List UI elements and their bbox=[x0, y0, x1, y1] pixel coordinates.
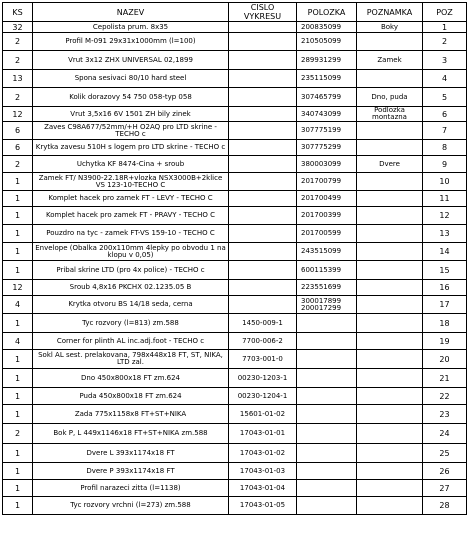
cell-nazev: Dno 450x800x18 FT zm.624 bbox=[33, 369, 229, 388]
table-row bbox=[3, 350, 467, 369]
cell-poz: 12 bbox=[423, 207, 467, 225]
cell-poznamka: Dno, puda bbox=[357, 88, 423, 107]
cell-cislo-vykresu bbox=[229, 70, 297, 88]
header-polozka: POLOZKA bbox=[297, 3, 357, 22]
cell-poz: 25 bbox=[423, 444, 467, 463]
cell-ks: 12 bbox=[3, 107, 33, 122]
cell-poz: 19 bbox=[423, 333, 467, 350]
cell-nazev: Spona sesivaci 80/10 hard steel bbox=[33, 70, 229, 88]
table-row bbox=[3, 314, 467, 333]
table-row bbox=[3, 51, 467, 70]
cell-poz: 21 bbox=[423, 369, 467, 388]
cell-nazev: Uchytka KF 8474-Cina + sroub bbox=[33, 156, 229, 173]
cell-nazev: Envelope (Obalka 200x110mm 4lepky po obvodu 1 na klopu v 0,05) bbox=[33, 243, 229, 261]
cell-poznamka bbox=[357, 369, 423, 388]
cell-ks: 1 bbox=[3, 444, 33, 463]
cell-cislo-vykresu: 17043-01-02 bbox=[229, 444, 297, 463]
cell-poz: 8 bbox=[423, 140, 467, 156]
cell-cislo-vykresu: 17043-01-03 bbox=[229, 463, 297, 480]
table-row bbox=[3, 388, 467, 405]
table-row bbox=[3, 280, 467, 296]
cell-cislo-vykresu: 17043-01-05 bbox=[229, 497, 297, 515]
cell-nazev: Kolik dorazovy 54 750 058-typ 058 bbox=[33, 88, 229, 107]
cell-poznamka bbox=[357, 350, 423, 369]
cell-poznamka bbox=[357, 70, 423, 88]
cell-ks: 1 bbox=[3, 497, 33, 515]
cell-poznamka: Dvere bbox=[357, 156, 423, 173]
cell-poz: 23 bbox=[423, 405, 467, 424]
cell-cislo-vykresu bbox=[229, 156, 297, 173]
cell-polozka: 201700799 bbox=[297, 173, 357, 191]
cell-poznamka bbox=[357, 173, 423, 191]
cell-polozka: 210505099 bbox=[297, 33, 357, 51]
cell-ks: 4 bbox=[3, 333, 33, 350]
cell-ks: 2 bbox=[3, 156, 33, 173]
cell-nazev: Zamek FT/ N3900-22.18R+vlozka NSX3000B+2klice VS 123-10-TECHO C bbox=[33, 173, 229, 191]
table-row bbox=[3, 70, 467, 88]
cell-poznamka bbox=[357, 296, 423, 314]
cell-poz: 15 bbox=[423, 261, 467, 280]
cell-polozka: 380003099 bbox=[297, 156, 357, 173]
cell-ks: 2 bbox=[3, 88, 33, 107]
cell-poz: 27 bbox=[423, 480, 467, 497]
cell-poznamka bbox=[357, 424, 423, 444]
cell-ks: 1 bbox=[3, 261, 33, 280]
cell-ks: 1 bbox=[3, 405, 33, 424]
table-row bbox=[3, 191, 467, 207]
cell-nazev: Profil narazeci zitta (l=1138) bbox=[33, 480, 229, 497]
cell-polozka bbox=[297, 333, 357, 350]
cell-poz: 13 bbox=[423, 225, 467, 243]
cell-polozka bbox=[297, 480, 357, 497]
cell-poznamka bbox=[357, 191, 423, 207]
cell-polozka: 201700599 bbox=[297, 225, 357, 243]
cell-nazev: Bok P, L 449x1146x18 FT+ST+NIKA zm.588 bbox=[33, 424, 229, 444]
cell-poznamka bbox=[357, 225, 423, 243]
bill-of-materials-table bbox=[2, 2, 467, 515]
cell-poz: 3 bbox=[423, 51, 467, 70]
cell-poz: 10 bbox=[423, 173, 467, 191]
table-row bbox=[3, 444, 467, 463]
cell-nazev: Pouzdro na tyc - zamek FT-VS 159-10 - TECHO C bbox=[33, 225, 229, 243]
table-row bbox=[3, 243, 467, 261]
cell-poznamka bbox=[357, 314, 423, 333]
cell-ks: 4 bbox=[3, 296, 33, 314]
header-poznamka: POZNAMKA bbox=[357, 3, 423, 22]
cell-ks: 1 bbox=[3, 191, 33, 207]
table-row bbox=[3, 296, 467, 314]
cell-cislo-vykresu: 00230-1203-1 bbox=[229, 369, 297, 388]
cell-poznamka bbox=[357, 122, 423, 140]
cell-nazev: Komplet hacek pro zamek FT - LEVY - TECHO C bbox=[33, 191, 229, 207]
cell-polozka bbox=[297, 497, 357, 515]
cell-poznamka bbox=[357, 280, 423, 296]
cell-nazev: Pribal skrine LTD (pro 4x police) - TECHO c bbox=[33, 261, 229, 280]
cell-polozka bbox=[297, 405, 357, 424]
cell-ks: 1 bbox=[3, 350, 33, 369]
table-body bbox=[3, 22, 467, 515]
cell-nazev: Komplet hacek pro zamek FT - PRAVY - TECHO C bbox=[33, 207, 229, 225]
cell-poz: 28 bbox=[423, 497, 467, 515]
cell-nazev: Krytka otvoru BS 14/18 seda, cerna bbox=[33, 296, 229, 314]
cell-poz: 2 bbox=[423, 33, 467, 51]
header-ks: KS bbox=[3, 3, 33, 22]
cell-cislo-vykresu bbox=[229, 225, 297, 243]
cell-nazev: Dvere L 393x1174x18 FT bbox=[33, 444, 229, 463]
table-row bbox=[3, 261, 467, 280]
cell-nazev: Dvere P 393x1174x18 FT bbox=[33, 463, 229, 480]
cell-polozka: 307465799 bbox=[297, 88, 357, 107]
cell-poz: 9 bbox=[423, 156, 467, 173]
cell-ks: 1 bbox=[3, 225, 33, 243]
cell-polozka: 201700399 bbox=[297, 207, 357, 225]
cell-ks: 32 bbox=[3, 22, 33, 33]
cell-cislo-vykresu bbox=[229, 191, 297, 207]
table-row bbox=[3, 207, 467, 225]
cell-poznamka bbox=[357, 480, 423, 497]
cell-nazev: Sokl AL sest. prelakovana, 798x448x18 FT, ST, NIKA, LTD zal. bbox=[33, 350, 229, 369]
cell-cislo-vykresu: 1450-009-1 bbox=[229, 314, 297, 333]
cell-poz: 18 bbox=[423, 314, 467, 333]
cell-polozka bbox=[297, 424, 357, 444]
cell-nazev: Tyc rozvory (l=813) zm.588 bbox=[33, 314, 229, 333]
table-row bbox=[3, 22, 467, 33]
header-nazev: NAZEV bbox=[33, 3, 229, 22]
cell-cislo-vykresu: 00230-1204-1 bbox=[229, 388, 297, 405]
header-row bbox=[3, 3, 467, 22]
cell-polozka bbox=[297, 369, 357, 388]
cell-cislo-vykresu bbox=[229, 22, 297, 33]
cell-polozka: 300017899 200017299 bbox=[297, 296, 357, 314]
header-poz: POZ bbox=[423, 3, 467, 22]
cell-ks: 1 bbox=[3, 173, 33, 191]
cell-cislo-vykresu bbox=[229, 33, 297, 51]
cell-poznamka: Boky bbox=[357, 22, 423, 33]
cell-ks: 1 bbox=[3, 243, 33, 261]
cell-polozka bbox=[297, 444, 357, 463]
cell-poz: 24 bbox=[423, 424, 467, 444]
cell-poz: 4 bbox=[423, 70, 467, 88]
cell-polozka: 289931299 bbox=[297, 51, 357, 70]
cell-ks: 2 bbox=[3, 33, 33, 51]
cell-poznamka bbox=[357, 140, 423, 156]
cell-nazev: Zada 775x1158x8 FT+ST+NIKA bbox=[33, 405, 229, 424]
table-row bbox=[3, 140, 467, 156]
cell-nazev: Zaves C98A677/52mm/+H O2AQ pro LTD skrine - TECHO c bbox=[33, 122, 229, 140]
cell-poznamka bbox=[357, 333, 423, 350]
cell-ks: 2 bbox=[3, 424, 33, 444]
cell-polozka: 235115099 bbox=[297, 70, 357, 88]
cell-cislo-vykresu bbox=[229, 243, 297, 261]
cell-nazev: Corner for plinth AL inc.adj.foot - TECHO c bbox=[33, 333, 229, 350]
table-row bbox=[3, 107, 467, 122]
cell-poznamka: Zamek bbox=[357, 51, 423, 70]
cell-poznamka bbox=[357, 444, 423, 463]
cell-poz: 26 bbox=[423, 463, 467, 480]
cell-nazev: Cepolista prum. 8x35 bbox=[33, 22, 229, 33]
cell-cislo-vykresu: 17043-01-04 bbox=[229, 480, 297, 497]
cell-ks: 1 bbox=[3, 388, 33, 405]
cell-ks: 13 bbox=[3, 70, 33, 88]
table-row bbox=[3, 333, 467, 350]
cell-poz: 16 bbox=[423, 280, 467, 296]
cell-ks: 1 bbox=[3, 480, 33, 497]
cell-poz: 11 bbox=[423, 191, 467, 207]
cell-cislo-vykresu bbox=[229, 173, 297, 191]
cell-ks: 12 bbox=[3, 280, 33, 296]
cell-poznamka bbox=[357, 261, 423, 280]
cell-poz: 6 bbox=[423, 107, 467, 122]
table-row bbox=[3, 173, 467, 191]
table-row bbox=[3, 225, 467, 243]
cell-ks: 1 bbox=[3, 207, 33, 225]
table-row bbox=[3, 122, 467, 140]
cell-cislo-vykresu bbox=[229, 140, 297, 156]
table-row bbox=[3, 480, 467, 497]
cell-polozka bbox=[297, 388, 357, 405]
cell-poz: 1 bbox=[423, 22, 467, 33]
cell-nazev: Vrut 3x12 ZHX UNIVERSAL 02,1899 bbox=[33, 51, 229, 70]
cell-cislo-vykresu bbox=[229, 122, 297, 140]
table-row bbox=[3, 33, 467, 51]
cell-polozka: 200835099 bbox=[297, 22, 357, 33]
table-row bbox=[3, 424, 467, 444]
cell-nazev: Tyc rozvory vrchni (l=273) zm.588 bbox=[33, 497, 229, 515]
cell-cislo-vykresu bbox=[229, 296, 297, 314]
cell-ks: 2 bbox=[3, 51, 33, 70]
cell-poznamka bbox=[357, 405, 423, 424]
header-cislo-vykresu: CISLO VYKRESU bbox=[229, 3, 297, 22]
cell-polozka: 307775199 bbox=[297, 122, 357, 140]
cell-cislo-vykresu bbox=[229, 280, 297, 296]
cell-cislo-vykresu bbox=[229, 107, 297, 122]
cell-nazev: Puda 450x800x18 FT zm.624 bbox=[33, 388, 229, 405]
cell-ks: 1 bbox=[3, 463, 33, 480]
cell-poz: 5 bbox=[423, 88, 467, 107]
cell-nazev: Vrut 3,5x16 6V 1501 ZH bily zinek bbox=[33, 107, 229, 122]
cell-polozka: 307775299 bbox=[297, 140, 357, 156]
cell-poznamka bbox=[357, 497, 423, 515]
cell-ks: 1 bbox=[3, 314, 33, 333]
cell-poznamka bbox=[357, 463, 423, 480]
cell-poz: 20 bbox=[423, 350, 467, 369]
cell-polozka: 340743099 bbox=[297, 107, 357, 122]
table-row bbox=[3, 497, 467, 515]
cell-poz: 14 bbox=[423, 243, 467, 261]
cell-poz: 17 bbox=[423, 296, 467, 314]
table-row bbox=[3, 156, 467, 173]
cell-cislo-vykresu bbox=[229, 51, 297, 70]
table-row bbox=[3, 405, 467, 424]
cell-nazev: Krytka zavesu 510H s logem pro LTD skrine - TECHO c bbox=[33, 140, 229, 156]
table-row bbox=[3, 369, 467, 388]
cell-ks: 6 bbox=[3, 140, 33, 156]
cell-ks: 1 bbox=[3, 369, 33, 388]
cell-polozka: 223551699 bbox=[297, 280, 357, 296]
cell-nazev: Sroub 4,8x16 PKCHX 02.1235.05 B bbox=[33, 280, 229, 296]
cell-cislo-vykresu: 17043-01-01 bbox=[229, 424, 297, 444]
cell-poznamka: Podlozka montazna bbox=[357, 107, 423, 122]
cell-poz: 7 bbox=[423, 122, 467, 140]
cell-polozka bbox=[297, 463, 357, 480]
cell-poznamka bbox=[357, 243, 423, 261]
cell-cislo-vykresu bbox=[229, 261, 297, 280]
cell-poznamka bbox=[357, 388, 423, 405]
cell-cislo-vykresu bbox=[229, 207, 297, 225]
cell-polozka: 201700499 bbox=[297, 191, 357, 207]
cell-cislo-vykresu: 7703-001-0 bbox=[229, 350, 297, 369]
table-row bbox=[3, 88, 467, 107]
cell-poznamka bbox=[357, 207, 423, 225]
table-row bbox=[3, 463, 467, 480]
cell-polozka bbox=[297, 350, 357, 369]
cell-polozka: 600115399 bbox=[297, 261, 357, 280]
cell-poz: 22 bbox=[423, 388, 467, 405]
cell-nazev: Profil M-091 29x31x1000mm (l=100) bbox=[33, 33, 229, 51]
cell-cislo-vykresu bbox=[229, 88, 297, 107]
cell-polozka: 243515099 bbox=[297, 243, 357, 261]
cell-cislo-vykresu: 15601-01-02 bbox=[229, 405, 297, 424]
cell-poznamka bbox=[357, 33, 423, 51]
cell-polozka bbox=[297, 314, 357, 333]
cell-cislo-vykresu: 7700-006-2 bbox=[229, 333, 297, 350]
cell-ks: 6 bbox=[3, 122, 33, 140]
